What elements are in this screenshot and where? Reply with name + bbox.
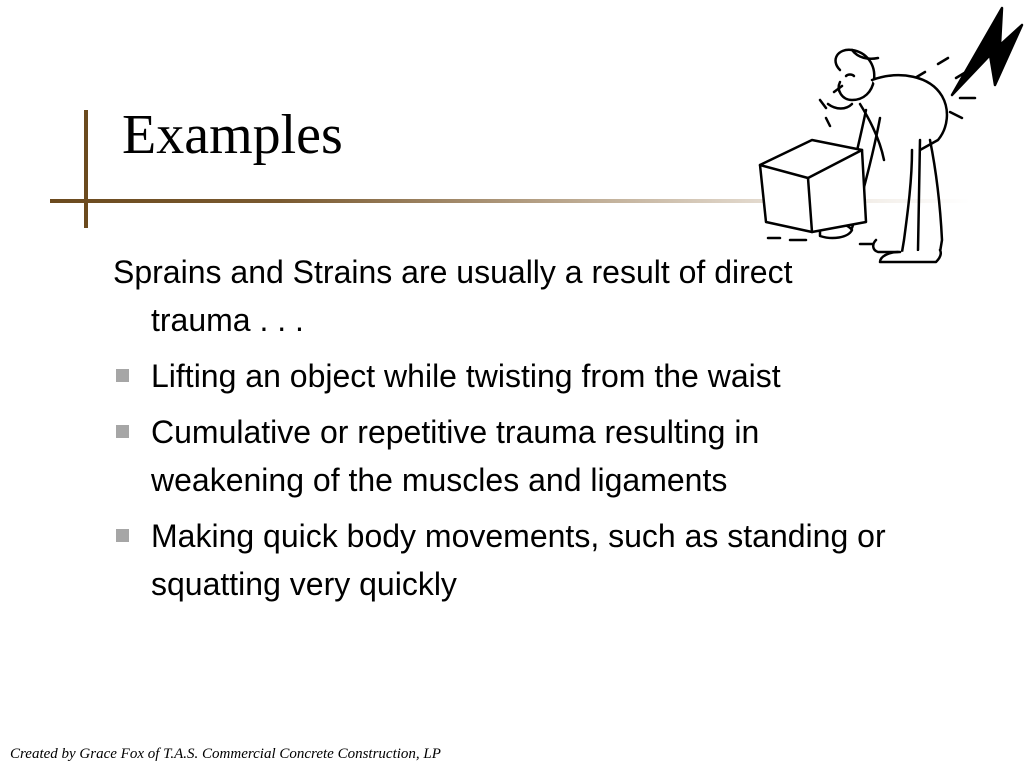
slide-body	[113, 248, 893, 616]
bullet-item	[113, 512, 893, 608]
square-bullet-icon	[116, 529, 129, 542]
square-bullet-icon	[116, 425, 129, 438]
bullet-item	[113, 352, 893, 400]
title-accent-vertical-line	[84, 110, 88, 228]
bullet-text: Making quick body movements, such as standing or squatting very quickly	[151, 518, 886, 602]
slide-footer-credit: Created by Grace Fox of T.A.S. Commercial Concrete Construction, LP	[10, 746, 441, 762]
bullet-text: Lifting an object while twisting from the waist	[151, 358, 781, 394]
bullet-item	[113, 408, 893, 504]
bullet-text: Cumulative or repetitive trauma resulting in weakening of the muscles and ligaments	[151, 414, 760, 498]
square-bullet-icon	[116, 369, 129, 382]
man-lifting-box-back-pain-icon	[745, 0, 1024, 270]
bullet-list	[113, 352, 893, 608]
intro-paragraph: Sprains and Strains are usually a result of direct trauma . . .	[113, 254, 793, 338]
slide-title: Examples	[122, 104, 343, 166]
